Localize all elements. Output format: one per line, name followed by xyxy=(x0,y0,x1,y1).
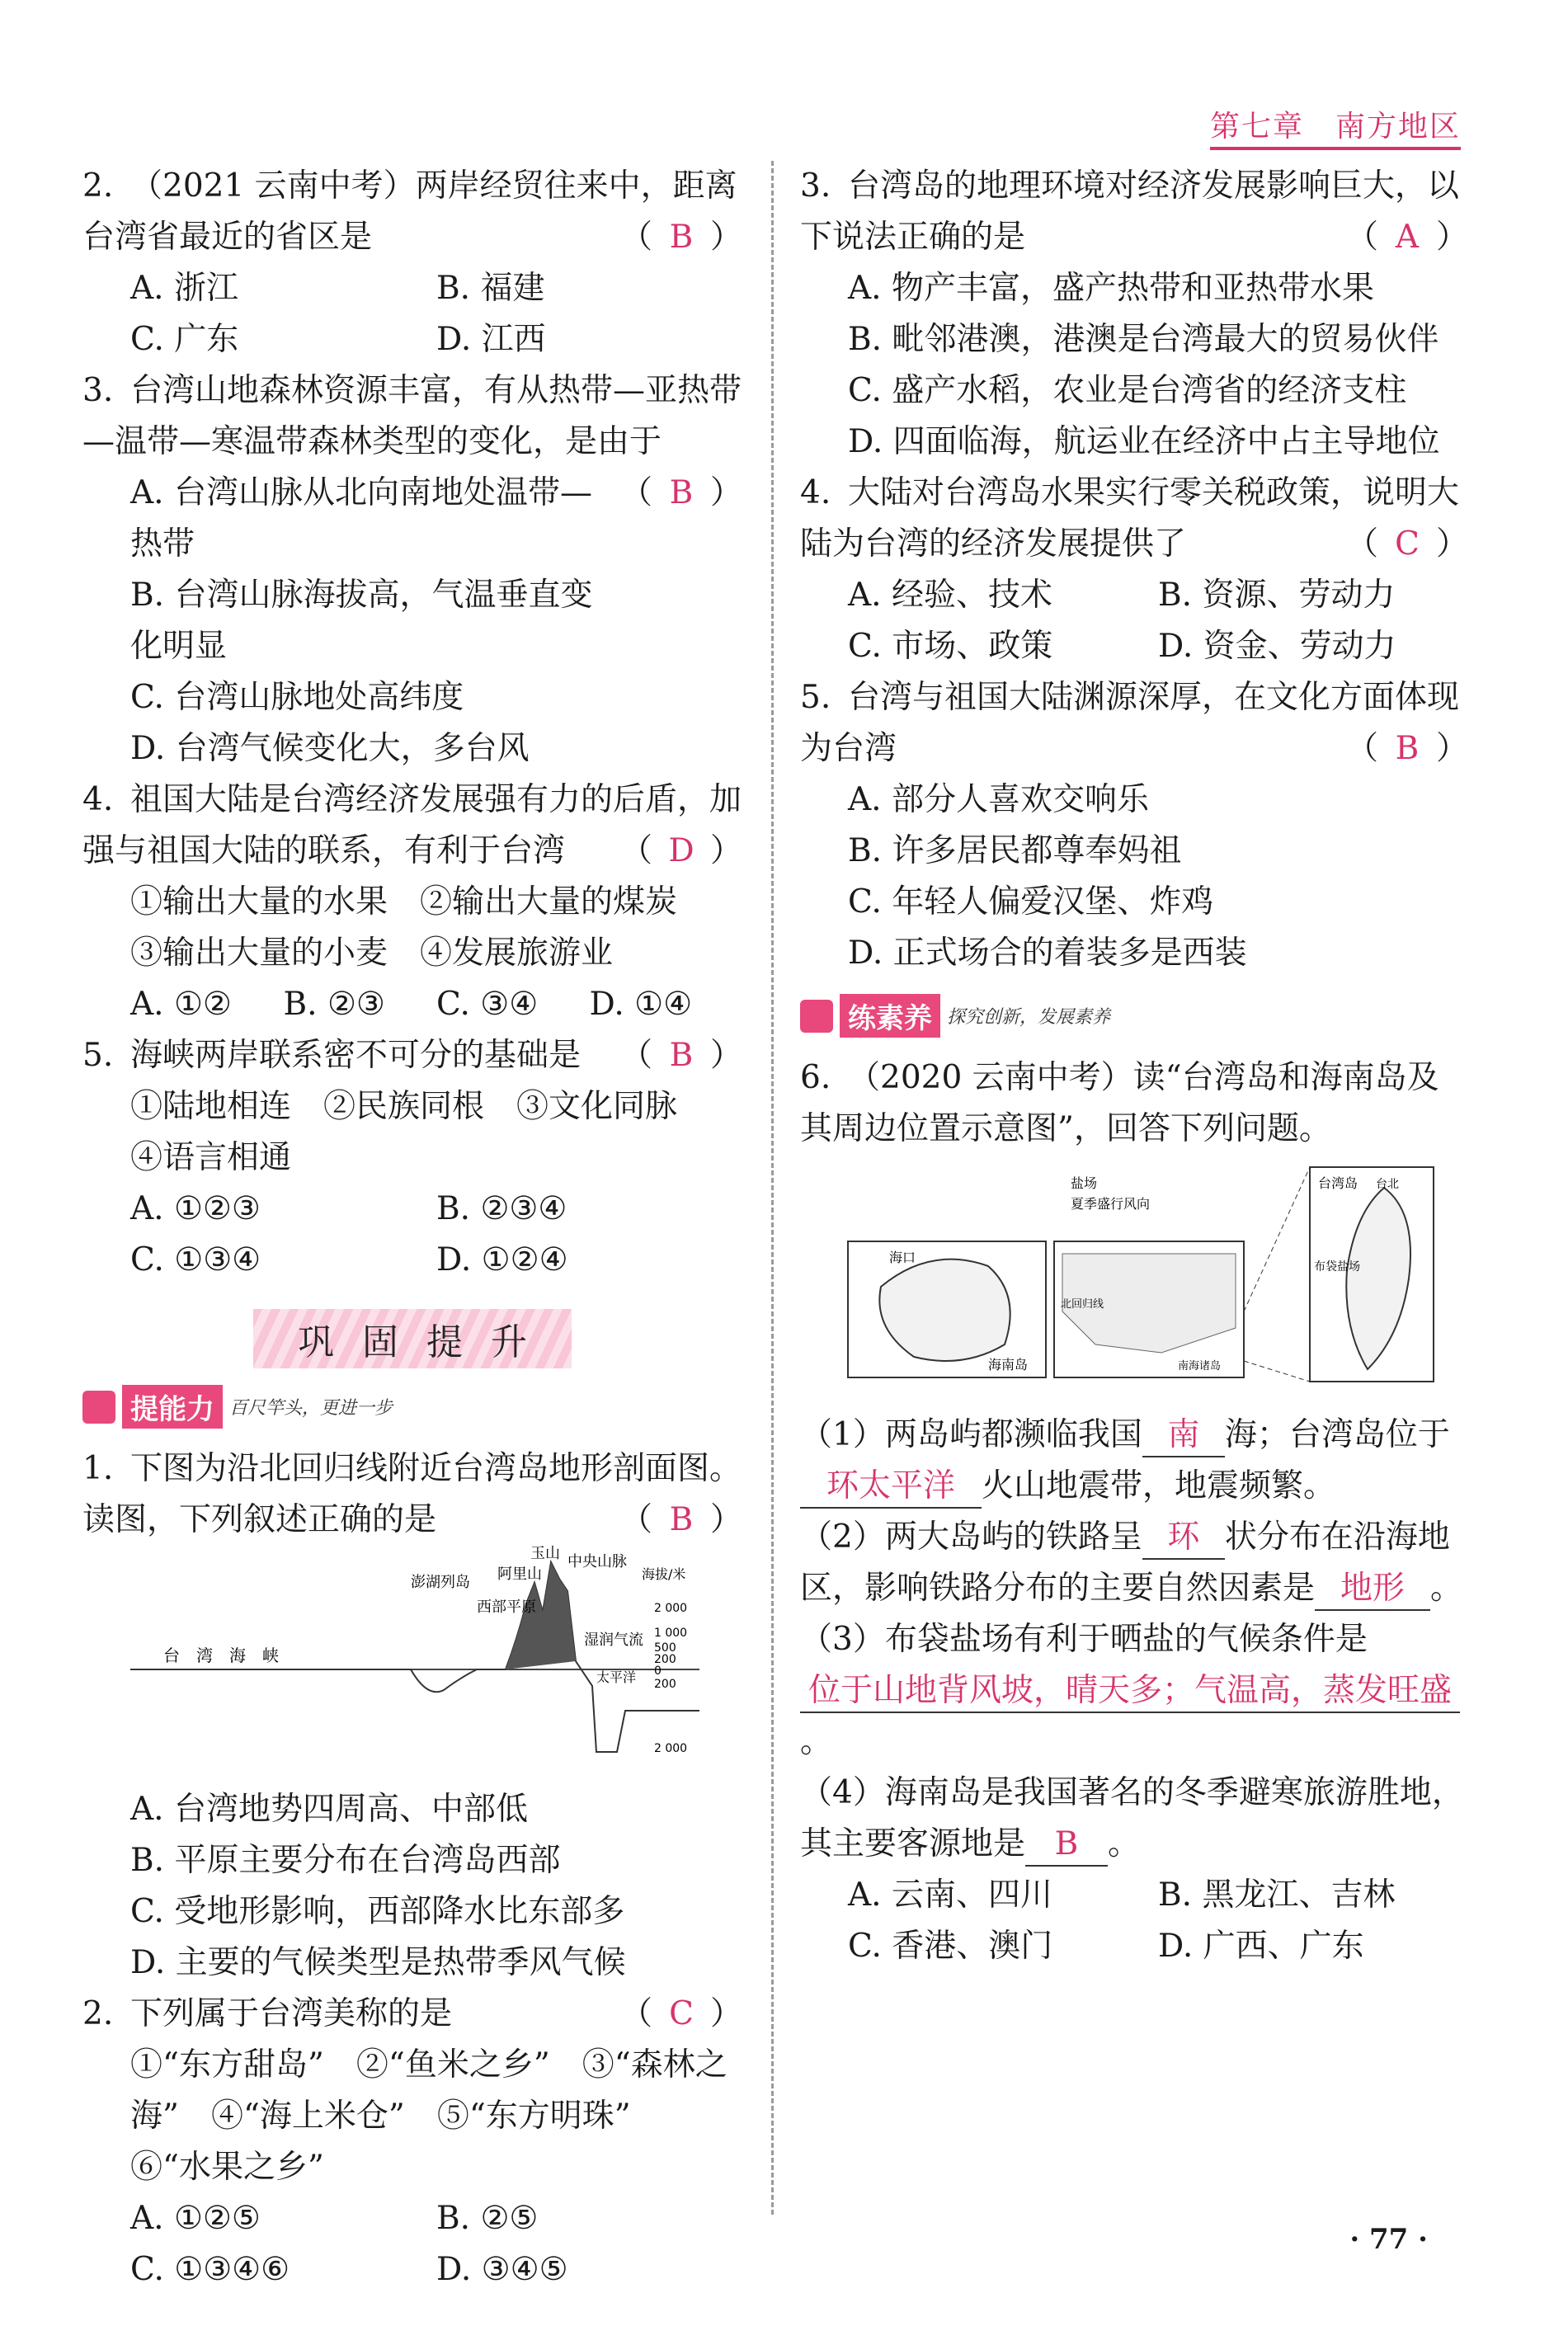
statement-line: ①陆地相连 ②民族同根 ③文化同脉 xyxy=(130,1088,678,1125)
option: A. 台湾地势四周高、中部低 xyxy=(130,1791,528,1828)
answer-blank: 地形 xyxy=(1315,1568,1430,1611)
location-map-svg xyxy=(848,1163,1442,1386)
tick-label: 500 xyxy=(654,1641,676,1655)
answer-value: C xyxy=(669,1995,694,2032)
question-stem: 下列属于台湾美称的是 xyxy=(130,1995,453,2032)
terrain-profile-svg xyxy=(130,1545,724,1760)
answer-blank: 南 xyxy=(1142,1415,1225,1457)
question-l2: 2. （2021 云南中考）两岸经贸往来中，距离台湾省最近的省区是 （ B ） A. 浙江 B. 福建 C. 广东 D. 江西 xyxy=(82,161,742,365)
option: B. 毗邻港澳，港澳是台湾最大的贸易伙伴 xyxy=(848,321,1439,358)
question-l3: 3. 台湾山地森林资源丰富，有从热带—亚热带—温带—寒温带森林类型的变化，是由于 （ B ） A. 台湾山脉从北向南地处温带—热带 B. 台湾山脉海拔高，气温垂直变化明显 C. 台湾山脉地处高纬度 D. 台湾气候变化大，多台风 xyxy=(82,365,742,775)
answer-value: B xyxy=(669,219,694,256)
option: A. 云南、四川 xyxy=(848,1876,1052,1914)
option: C. 台湾山脉地处高纬度 xyxy=(130,679,464,716)
subquestion-4 xyxy=(800,1768,1468,1870)
option: D. ①②④ xyxy=(436,1241,568,1278)
option: A. 浙江 xyxy=(130,270,238,307)
sub-text: 。 xyxy=(800,1723,833,1760)
question-r4: 4. 大陆对台湾岛水果实行零关税政策，说明大陆为台湾的经济发展提供了 （ C ） A. 经验、技术 B. 资源、劳动力 C. 市场、政策 D. 资金、劳动力 xyxy=(800,468,1468,672)
option: C. 香港、澳门 xyxy=(848,1928,1053,1965)
question-l5: 5. 海峡两岸联系密不可分的基础是 （ B ） ①陆地相连 ②民族同根 ③文化同脉 ④语言相通 A. ①②③ B. ②③④ C. ①③④ D. ①②④ xyxy=(82,1030,742,1286)
answer-blank: 环太平洋 xyxy=(800,1466,982,1509)
option: B. 许多居民都尊奉妈祖 xyxy=(848,832,1182,869)
question-r3: 3. 台湾岛的地理环境对经济发展影响巨大，以下说法正确的是 （ A ） A. 物产丰富，盛产热带和亚热带水果 B. 毗邻港澳，港澳是台湾最大的贸易伙伴 C. 盛产水稻，农业是台湾省的经济支柱 D. 四面临海，航运业在经济中占主导地位 xyxy=(800,161,1468,468)
answer-slot: （ B ） xyxy=(620,1495,742,1546)
plain-label: 西部平原 xyxy=(477,1599,536,1616)
subquestion-1 xyxy=(800,1410,1468,1512)
statement-line: ⑥“水果之乡” xyxy=(130,2149,324,2186)
tick-label: 200 xyxy=(654,1653,676,1666)
answer-slot: （ B ） xyxy=(1346,723,1468,775)
option: C. 年轻人偏爱汉堡、炸鸡 xyxy=(848,883,1214,921)
haikou-label: 海口 xyxy=(889,1250,916,1265)
alishan-label: 阿里山 xyxy=(497,1566,542,1583)
subquestion-3 xyxy=(800,1614,1468,1768)
taiwan-label: 台湾岛 xyxy=(1318,1175,1358,1191)
question-stem: 祖国大陆是台湾经济发展强有力的后盾，加强与祖国大陆的联系，有利于台湾 xyxy=(82,781,742,869)
option: C. ①③④ xyxy=(130,1241,261,1278)
answer-slot: （ B ） xyxy=(620,212,742,263)
chapter-header: 第七章 南方地区 xyxy=(1210,103,1461,150)
tick-label: 0 xyxy=(654,1664,662,1678)
sub-text: 。 xyxy=(1108,1825,1141,1862)
legend-wind: 夏季盛行风向 xyxy=(1071,1196,1151,1212)
sub-text: 。 xyxy=(1430,1570,1463,1607)
subquestion-2 xyxy=(800,1512,1468,1614)
answer-blank: 位于山地背风坡，晴天多；气温高，蒸发旺盛 xyxy=(800,1670,1460,1713)
option: A. ①②⑤ xyxy=(130,2200,261,2237)
option: B. 黑龙江、吉林 xyxy=(1158,1876,1396,1914)
option: B. 资源、劳动力 xyxy=(1158,577,1396,614)
airflow-label: 湿润气流 xyxy=(584,1631,643,1649)
option: D. 江西 xyxy=(436,321,546,358)
left-column xyxy=(82,161,742,2295)
answer-slot: （ B ） xyxy=(620,468,742,519)
sub-text: （2）两大岛屿的铁路呈 xyxy=(800,1518,1142,1556)
question-stem: （2021 云南中考）两岸经贸往来中，距离台湾省最近的省区是 xyxy=(82,167,737,256)
question-stem: （2020 云南中考）读“台湾岛和海南岛及其周边位置示意图”，回答下列问题。 xyxy=(800,1059,1439,1147)
axis-label: 海拔/米 xyxy=(642,1566,686,1582)
sub-text: 火山地震带，地震频繁。 xyxy=(982,1467,1336,1504)
sub-text: 海；台湾岛位于 xyxy=(1224,1416,1450,1453)
location-map-figure xyxy=(848,1163,1468,1401)
tropic-label: 北回归线 xyxy=(1061,1298,1104,1311)
option: A. ①② xyxy=(130,986,232,1023)
sub-text: 状分布在沿海地区，影响铁路分布的主要自然因素是 xyxy=(800,1518,1450,1607)
option: C. ①③④⑥ xyxy=(130,2251,290,2288)
section-badge: 提能力 百尺竿头，更进一步 xyxy=(82,1385,742,1429)
option: A. 部分人喜欢交响乐 xyxy=(848,781,1149,818)
hainan-label: 海南岛 xyxy=(988,1357,1029,1373)
answer-slot: （ B ） xyxy=(620,1030,742,1081)
statement-line: ①“东方甜岛” ②“鱼米之乡” ③“森林之海” ④“海上米仓” ⑤“东方明珠” xyxy=(130,2046,727,2135)
tick-label: 1 000 xyxy=(654,1627,688,1640)
yushan-label: 玉山 xyxy=(530,1545,560,1562)
taibei-label: 台北 xyxy=(1376,1178,1399,1191)
answer-blank: 环 xyxy=(1142,1517,1225,1560)
option: B. 福建 xyxy=(436,270,545,307)
option: D. 主要的气候类型是热带季风气候 xyxy=(130,1944,626,1981)
answer-value: D xyxy=(668,832,695,869)
right-column xyxy=(800,161,1468,1972)
section-title: 巩固提升 xyxy=(82,1309,742,1368)
option: A. 经验、技术 xyxy=(848,577,1052,614)
question-stem: 台湾与祖国大陆渊源深厚，在文化方面体现为台湾 xyxy=(800,679,1460,767)
option: D. ①④ xyxy=(589,986,693,1023)
notebook-icon xyxy=(82,1391,115,1424)
column-divider xyxy=(771,161,774,2215)
central-range-label: 中央山脉 xyxy=(567,1553,627,1570)
answer-slot: （ C ） xyxy=(620,1989,742,2040)
answer-value: C xyxy=(1395,525,1420,563)
option: C. ③④ xyxy=(436,986,539,1023)
question-l4: 4. 祖国大陆是台湾经济发展强有力的后盾，加强与祖国大陆的联系，有利于台湾 （ D ） ①输出大量的水果 ②输出大量的煤炭 ③输出大量的小麦 ④发展旅游业 A. ①② B. ②③ C. ③④ D. ①④ xyxy=(82,775,742,1030)
legend-saltfield: 盐场 xyxy=(1071,1175,1098,1191)
answer-slot: （ A ） xyxy=(1346,212,1468,263)
option: B. ②③④ xyxy=(436,1190,567,1227)
flag-icon xyxy=(800,1000,833,1033)
question-stem: 大陆对台湾岛水果实行零关税政策，说明大陆为台湾的经济发展提供了 xyxy=(800,474,1460,563)
tick-label: 2 000 xyxy=(654,1742,688,1755)
sub-text: （3）布袋盐场有利于晒盐的气候条件是 xyxy=(800,1621,1368,1658)
sea-label: 台 湾 海 峡 xyxy=(163,1646,279,1665)
option: B. ②⑤ xyxy=(436,2200,539,2237)
answer-value: B xyxy=(669,1501,694,1538)
answer-slot: （ D ） xyxy=(620,826,742,877)
option: D. 台湾气候变化大，多台风 xyxy=(130,730,530,767)
sub-text: （4）海南岛是我国著名的冬季避寒旅游胜地，其主要客源地是 xyxy=(800,1774,1464,1862)
statement-line: ④语言相通 xyxy=(130,1139,292,1176)
pacific-label: 太平洋 xyxy=(596,1669,637,1685)
statement-line: ③输出大量的小麦 ④发展旅游业 xyxy=(130,935,614,972)
option: A. 台湾山脉从北向南地处温带—热带 xyxy=(130,474,592,563)
option: C. 盛产水稻，农业是台湾省的经济支柱 xyxy=(848,372,1407,409)
tick-label: 2 000 xyxy=(654,1602,688,1615)
terrain-profile-figure xyxy=(130,1545,742,1776)
option: C. 受地形影响，西部降水比东部多 xyxy=(130,1893,625,1930)
option: B. 台湾山脉海拔高，气温垂直变化明显 xyxy=(130,577,593,665)
option: B. ②③ xyxy=(283,986,385,1023)
option: D. 资金、劳动力 xyxy=(1158,628,1396,665)
question-r6: 6. （2020 云南中考）读“台湾岛和海南岛及其周边位置示意图”，回答下列问题。 海口 海南岛 北回归线 南海诸岛 盐场 夏季盛行风向 台湾岛 台北 布袋盐场 （1）两岛屿都濒临我国 南 海；台湾岛位于环太平洋 火山地震带，地震频繁。 （2）两大岛屿的铁路呈 环 状分布在沿海地区，影响铁路分布的主要自然因素是 地形 。 （3）布袋盐场有利于晒盐的气候条件是位于山地背风坡，晴天多；气温高，蒸发旺盛。 （4）海南岛是我国著名的冬季避寒旅游胜地，其主要客源地是 B 。 A. 云南、四川 B. 黑龙江、吉林 C. 香港、澳门 D. 广西、广东 xyxy=(800,1052,1468,1972)
answer-value: B xyxy=(669,474,694,511)
nanhai-label: 南海诸岛 xyxy=(1178,1360,1222,1373)
option: C. 市场、政策 xyxy=(848,628,1053,665)
question-p2: 2. 下列属于台湾美称的是 （ C ） ①“东方甜岛” ②“鱼米之乡” ③“森林之海” ④“海上米仓” ⑤“东方明珠” ⑥“水果之乡” A. ①②⑤ B. ②⑤ C. ①③④⑥ D. ③④⑤ xyxy=(82,1989,742,2295)
question-stem: 海峡两岸联系密不可分的基础是 xyxy=(130,1037,582,1074)
sub-text: （1）两岛屿都濒临我国 xyxy=(800,1416,1142,1453)
option: D. ③④⑤ xyxy=(436,2251,568,2288)
option: A. 物产丰富，盛产热带和亚热带水果 xyxy=(848,270,1374,307)
section-badge: 练素养 探究创新，发展素养 xyxy=(800,994,1468,1038)
statement-line: ①输出大量的水果 ②输出大量的煤炭 xyxy=(130,883,678,921)
question-p1: 1. 下图为沿北回归线附近台湾岛地形剖面图。读图，下列叙述正确的是 （ B ） 台 湾 海 峡 澎湖列岛 西部平原 阿里山 玉山 中央山脉 湿润气流 太平洋 海拔/米 2 000 1 000 500 200 0 200 2 000 A. 台湾地势四周高、中部低 B. 平原主要分布在台湾岛西部 C. 受地形影响，西部降水比东部多 D. 主要的气候类型是热带季风气候 xyxy=(82,1443,742,1989)
option: C. 广东 xyxy=(130,321,239,358)
answer-value: B xyxy=(669,1037,694,1074)
option: A. ①②③ xyxy=(130,1190,261,1227)
question-stem: 台湾山地森林资源丰富，有从热带—亚热带—温带—寒温带森林类型的变化，是由于 xyxy=(82,372,742,460)
question-stem: 台湾岛的地理环境对经济发展影响巨大，以下说法正确的是 xyxy=(800,167,1460,256)
option: D. 广西、广东 xyxy=(1158,1928,1364,1965)
page-number: · 77 · xyxy=(1349,2223,1428,2256)
answer-slot: （ C ） xyxy=(1346,519,1468,570)
penghu-label: 澎湖列岛 xyxy=(411,1574,470,1591)
tick-label: 200 xyxy=(654,1678,676,1691)
budai-label: 布袋盐场 xyxy=(1314,1260,1360,1274)
question-r5: 5. 台湾与祖国大陆渊源深厚，在文化方面体现为台湾 （ B ） A. 部分人喜欢交响乐 B. 许多居民都尊奉妈祖 C. 年轻人偏爱汉堡、炸鸡 D. 正式场合的着装多是西装 xyxy=(800,672,1468,979)
option: B. 平原主要分布在台湾岛西部 xyxy=(130,1842,561,1879)
answer-blank: B xyxy=(1025,1824,1108,1867)
option: D. 正式场合的着装多是西装 xyxy=(848,935,1247,972)
option: D. 四面临海，航运业在经济中占主导地位 xyxy=(848,423,1440,460)
question-stem: 下图为沿北回归线附近台湾岛地形剖面图。读图，下列叙述正确的是 xyxy=(82,1450,742,1538)
answer-value: B xyxy=(1395,730,1420,767)
answer-value: A xyxy=(1395,219,1420,256)
